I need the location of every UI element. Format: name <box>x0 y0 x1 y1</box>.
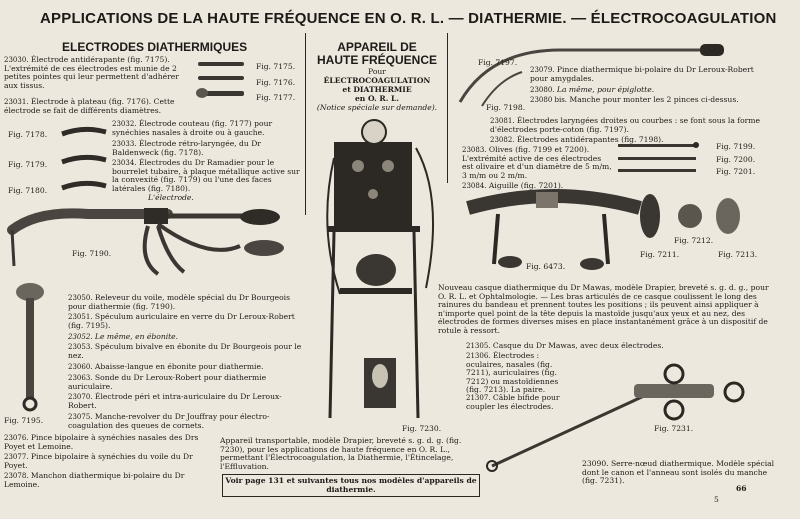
entry-23075: 23075. Manche-revolver du Dr Jouffray pour électro-coagulation des queues de cornets. <box>68 412 270 430</box>
entry-23080-bis: 23080 bis. Manche pour monter les 2 pinces ci-dessus. <box>530 95 739 104</box>
apparatus-sub-notice: (Notice spéciale sur demande). <box>316 103 438 112</box>
entry-23050: 23050. Releveur du voile, modèle spécial du Dr Bourgeois pour diathermie (fig. 7190). <box>68 293 290 311</box>
entry-23080: 23080. La même, pour épiglotte. <box>530 85 655 94</box>
fig-7230-label: Fig. 7230. <box>402 424 442 433</box>
fig-7211-label: Fig. 7211. <box>640 250 680 259</box>
entry-23083: 23083. Olives (fig. 7199 et 7200). L'extrémité active de ces électrodes est olivaire et d'un diamètre de 5 m/m, 3 m/m ou 2 m/m. <box>462 145 612 180</box>
corner-mark: 5 <box>714 495 719 504</box>
entry-23030: 23030. Électrode antidérapante (fig. 7175). L'extrémité de ces électrodes est munie de 2 petites pointes qui leur permettent d'adhérer aux tissus. <box>4 55 179 90</box>
apparatus-heading-2: HAUTE FRÉQUENCE <box>316 53 437 67</box>
fig-7201-label: Fig. 7201. <box>716 167 756 176</box>
speculum-drawing-7195 <box>10 272 54 412</box>
fig-7175-label: Fig. 7175. <box>256 62 296 71</box>
entry-23032: 23032. Électrode couteau (fig. 7177) pour synéchies nasales à droite ou à gauche. <box>112 119 273 137</box>
apparatus-drawing-7230 <box>318 118 446 440</box>
fig-7198-label: Fig. 7198. <box>486 103 526 112</box>
entry-21305: 21305. Casque du Dr Mawas, avec deux électrodes. <box>466 341 664 350</box>
entry-23060: 23060. Abaisse-langue en ébonite pour diathermie. <box>68 362 264 371</box>
electrode-drawings-7178-7180 <box>60 124 112 198</box>
entry-23031: 23031. Électrode à plateau (fig. 7176). Cette électrode se fait de différents diamètres. <box>4 97 175 115</box>
entry-23063: 23063. Sonde du Dr Leroux-Robert pour diathermie auriculaire. <box>68 373 267 391</box>
section-heading-electrodes: ELECTRODES DIATHERMIQUES <box>62 40 248 54</box>
entry-23076: 23076. Pince bipolaire à synéchies nasales des Drs Poyet et Lemoine. <box>4 433 199 451</box>
entry-23052: 23052. Le même, en ébonite. <box>68 332 179 341</box>
divider-right <box>447 33 448 183</box>
entry-electrode-note: L'électrode. <box>148 193 194 202</box>
apparatus-sub-electrocoag: ÉLECTROCOAGULATION <box>323 76 431 85</box>
entry-23082: 23082. Électrodes antidérapantes (fig. 7198). <box>490 135 664 144</box>
entry-23034: 23034. Électrodes du Dr Ramadier pour le bourrelet tubaire, à plaque métallique active sur la convexité (fig. 7179) ou l'une des faces latérales (fig. 7180). <box>112 158 300 193</box>
apparatus-sub-pour: Pour <box>368 67 386 76</box>
apparatus-sub-diathermie: et DIATHERMIE <box>342 85 412 94</box>
fig-6473-label: Fig. 6473. <box>526 262 566 271</box>
entry-21306: 21306. Électrodes : oculaires, nasales (fig. 7211), auriculaires (fig. 7212) ou mastoïdiennes (fig. 7213). La paire. <box>466 351 559 395</box>
entry-23084: 23084. Aiguille (fig. 7201). <box>462 181 564 190</box>
olive-electrodes-drawing <box>616 140 716 176</box>
fig-7213-label: Fig. 7213. <box>718 250 758 259</box>
entry-23090: 23090. Serre-nœud diathermique. Modèle spécial dont le canon et l'anneau sont isolés du manche (fig. 7231). <box>582 459 775 486</box>
apparatus-sub-orl: en O. R. L. <box>354 94 400 103</box>
fig-7212-label: Fig. 7212. <box>674 236 714 245</box>
fig-7197-label: Fig. 7197. <box>478 58 518 67</box>
entry-23053: 23053. Spéculum bivalve en ébonite du Dr Bourgeois pour le nez. <box>68 342 302 360</box>
electrode-drawings-7175-7177 <box>196 58 256 108</box>
fig-7177-label: Fig. 7177. <box>256 93 296 102</box>
entry-21307: 21307. Câble bifide pour coupler les électrodes. <box>466 393 560 411</box>
fig-7195-label: Fig. 7195. <box>4 416 44 425</box>
entry-23033: 23033. Électrode rétro-laryngée, du Dr Baldenweck (fig. 7178). <box>112 139 261 157</box>
fig-7176-label: Fig. 7176. <box>256 78 296 87</box>
divider-left <box>305 33 306 215</box>
entry-23081: 23081. Électrodes laryngées droites ou courbes : se font sous la forme d'électrodes porte-coton (fig. 7197). <box>490 116 760 134</box>
snare-drawing-7231 <box>484 362 754 472</box>
page-title: APPLICATIONS DE LA HAUTE FRÉQUENCE EN O. R. L. — DIATHERMIE. — ÉLECTROCOAGULATION <box>40 10 777 27</box>
mawas-helmet-description: Nouveau casque diathermique du Dr Mawas, modèle Drapier, breveté s. g. d. g., pour O. R. L. et Ophtalmologie. — Les bras articulés de ce casque coulissent le long des rainures du bandeau et prennent toutes les positions ; ils peuvent ainsi appliquer à n'importe quel point de la tête depuis la mastoïde jusqu'aux yeux et au nez, des électrodes de formes diverses mises en place instantanément grâce à un dispositif de rotule à ressort. <box>438 283 769 335</box>
entry-23051: 23051. Spéculum auriculaire en verre du Dr Leroux-Robert (fig. 7195). <box>68 312 295 330</box>
tongue-depressor-drawing-7190 <box>8 200 298 280</box>
fig-7199-label: Fig. 7199. <box>716 142 756 151</box>
fig-7178-label: Fig. 7178. <box>8 130 48 139</box>
fig-7231-label: Fig. 7231. <box>654 424 694 433</box>
fig-7190-label: Fig. 7190. <box>72 249 112 258</box>
apparatus-heading-1: APPAREIL DE <box>337 40 417 54</box>
page-number: 66 <box>736 484 747 493</box>
apparatus-note-box: Voir page 131 et suivantes tous nos modèles d'appareils de diathermie. <box>222 474 480 497</box>
fig-7200-label: Fig. 7200. <box>716 155 756 164</box>
apparatus-description: Appareil transportable, modèle Drapier, breveté s. g. d. g. (fig. 7230), pour les applications de haute fréquence en O. R. L., permettant l'Électrocoagulation, la Diathermie, l'Étincelage, l'Effluvation. <box>220 436 462 471</box>
entry-23070: 23070. Électrode péri et intra-auriculaire du Dr Leroux-Robert. <box>68 392 282 410</box>
entry-23079: 23079. Pince diathermique bi-polaire du Dr Leroux-Robert pour amygdales. <box>530 65 754 83</box>
entry-23077: 23077. Pince bipolaire à synéchies du voile du Dr Poyet. <box>4 452 193 470</box>
fig-7179-label: Fig. 7179. <box>8 160 48 169</box>
entry-23078: 23078. Manchon diathermique bi-polaire du Dr Lemoine. <box>4 471 185 489</box>
fig-7180-label: Fig. 7180. <box>8 186 48 195</box>
